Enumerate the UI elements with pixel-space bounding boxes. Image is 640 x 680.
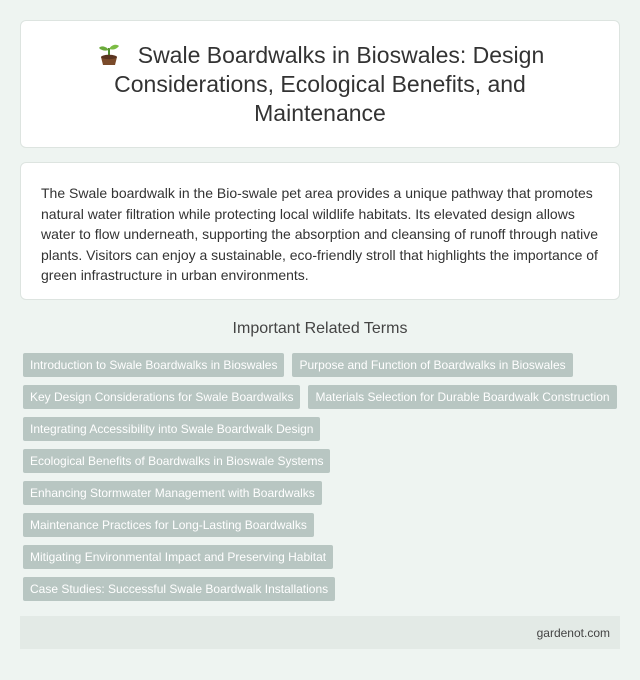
intro-card [20, 162, 620, 300]
page-title-text: Swale Boardwalks in Bioswales: Design Considerations, Ecological Benefits, and Maintenance [114, 41, 545, 126]
related-term-tag[interactable]: Purpose and Function of Boardwalks in Bioswales [292, 353, 572, 377]
related-term-tag[interactable]: Ecological Benefits of Boardwalks in Bioswale Systems [23, 449, 330, 473]
footer [20, 616, 620, 649]
intro-paragraph: The Swale boardwalk in the Bio-swale pet area provides a unique pathway that promotes natural water filtration while protecting local wildlife habitats. Its elevated design allows water to flow underneath, supporting the absorption and cleansing of runoff through native plants. Visitors can enjoy a sustainable, eco-friendly stroll that highlights the importance of green infrastructure in urban environments. [41, 185, 599, 284]
related-term-tag[interactable]: Maintenance Practices for Long-Lasting Boardwalks [23, 513, 314, 537]
page-title [61, 41, 579, 128]
related-term-tag[interactable]: Materials Selection for Durable Boardwalk Construction [308, 385, 616, 409]
related-term-tag[interactable]: Enhancing Stormwater Management with Boardwalks [23, 481, 322, 505]
related-term-tag[interactable]: Introduction to Swale Boardwalks in Bioswales [23, 353, 284, 377]
related-term-tag[interactable]: Integrating Accessibility into Swale Boardwalk Design [23, 417, 320, 441]
related-term-tag[interactable]: Key Design Considerations for Swale Boardwalks [23, 385, 300, 409]
related-term-tag[interactable]: Mitigating Environmental Impact and Preserving Habitat [23, 545, 333, 569]
related-term-tag[interactable]: Case Studies: Successful Swale Boardwalk Installations [23, 577, 335, 601]
sprout-icon [96, 42, 122, 66]
footer-site-name[interactable]: gardenot.com [536, 625, 610, 640]
related-terms-list [23, 353, 623, 609]
related-terms-heading: Important Related Terms [232, 320, 408, 337]
title-card [20, 20, 620, 148]
